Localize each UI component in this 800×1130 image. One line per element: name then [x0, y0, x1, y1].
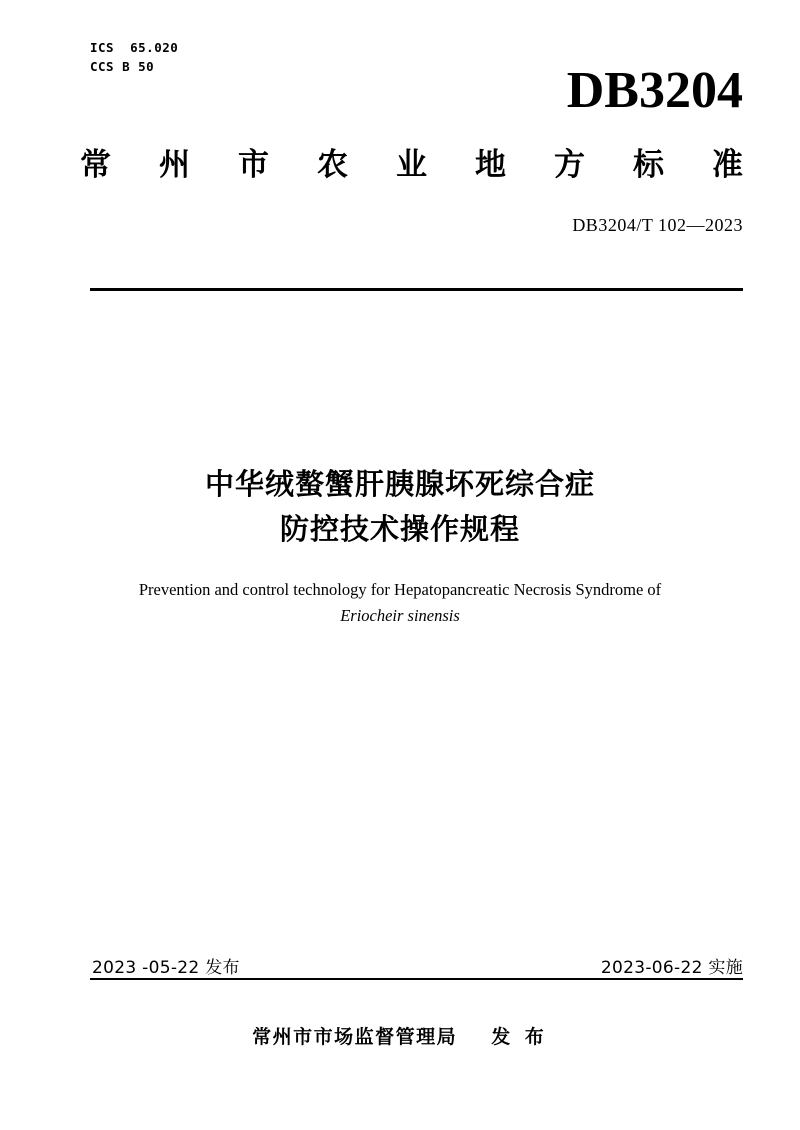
- footer-divider: [90, 978, 743, 980]
- org-title-char: 方: [554, 147, 585, 183]
- standard-series-number: DB3204: [566, 62, 743, 119]
- publisher-action-word: 发 布: [491, 1026, 548, 1048]
- implementation-date: 2023-06-22 实施: [600, 958, 743, 978]
- org-title-char: 农: [317, 147, 348, 183]
- document-title-chinese: [57, 462, 743, 552]
- org-title-char: 地: [475, 147, 506, 183]
- ccs-code: CCS B 50: [90, 59, 155, 74]
- standard-org-title: [80, 145, 743, 185]
- document-title-english: [110, 577, 690, 629]
- title-cn-line-2: 防控技术操作规程: [279, 512, 520, 546]
- org-title-char: 常: [80, 147, 111, 183]
- publisher-line: [57, 1022, 743, 1049]
- header-divider: [90, 288, 743, 291]
- org-title-char: 业: [396, 147, 427, 183]
- publisher-name: 常州市市场监督管理局: [252, 1026, 458, 1048]
- title-cn-line-1: 中华绒螯蟹肝胰腺坏死综合症: [204, 467, 595, 501]
- org-title-char: 州: [159, 147, 190, 183]
- org-title-char: 标: [633, 147, 664, 183]
- standard-document-number: DB3204/T 102—2023: [572, 215, 743, 235]
- title-en-line-1: Prevention and control technology for Hepatopancreatic Necrosis Syndrome of: [138, 580, 662, 599]
- org-title-char: 市: [238, 147, 269, 183]
- ics-code: ICS 65.020: [90, 40, 179, 55]
- title-en-species-name: Eriocheir sinensis: [340, 606, 460, 625]
- issue-date: 2023 -05-22 发布: [92, 958, 240, 978]
- org-title-char: 准: [712, 147, 743, 183]
- ics-classification-block: [90, 38, 178, 76]
